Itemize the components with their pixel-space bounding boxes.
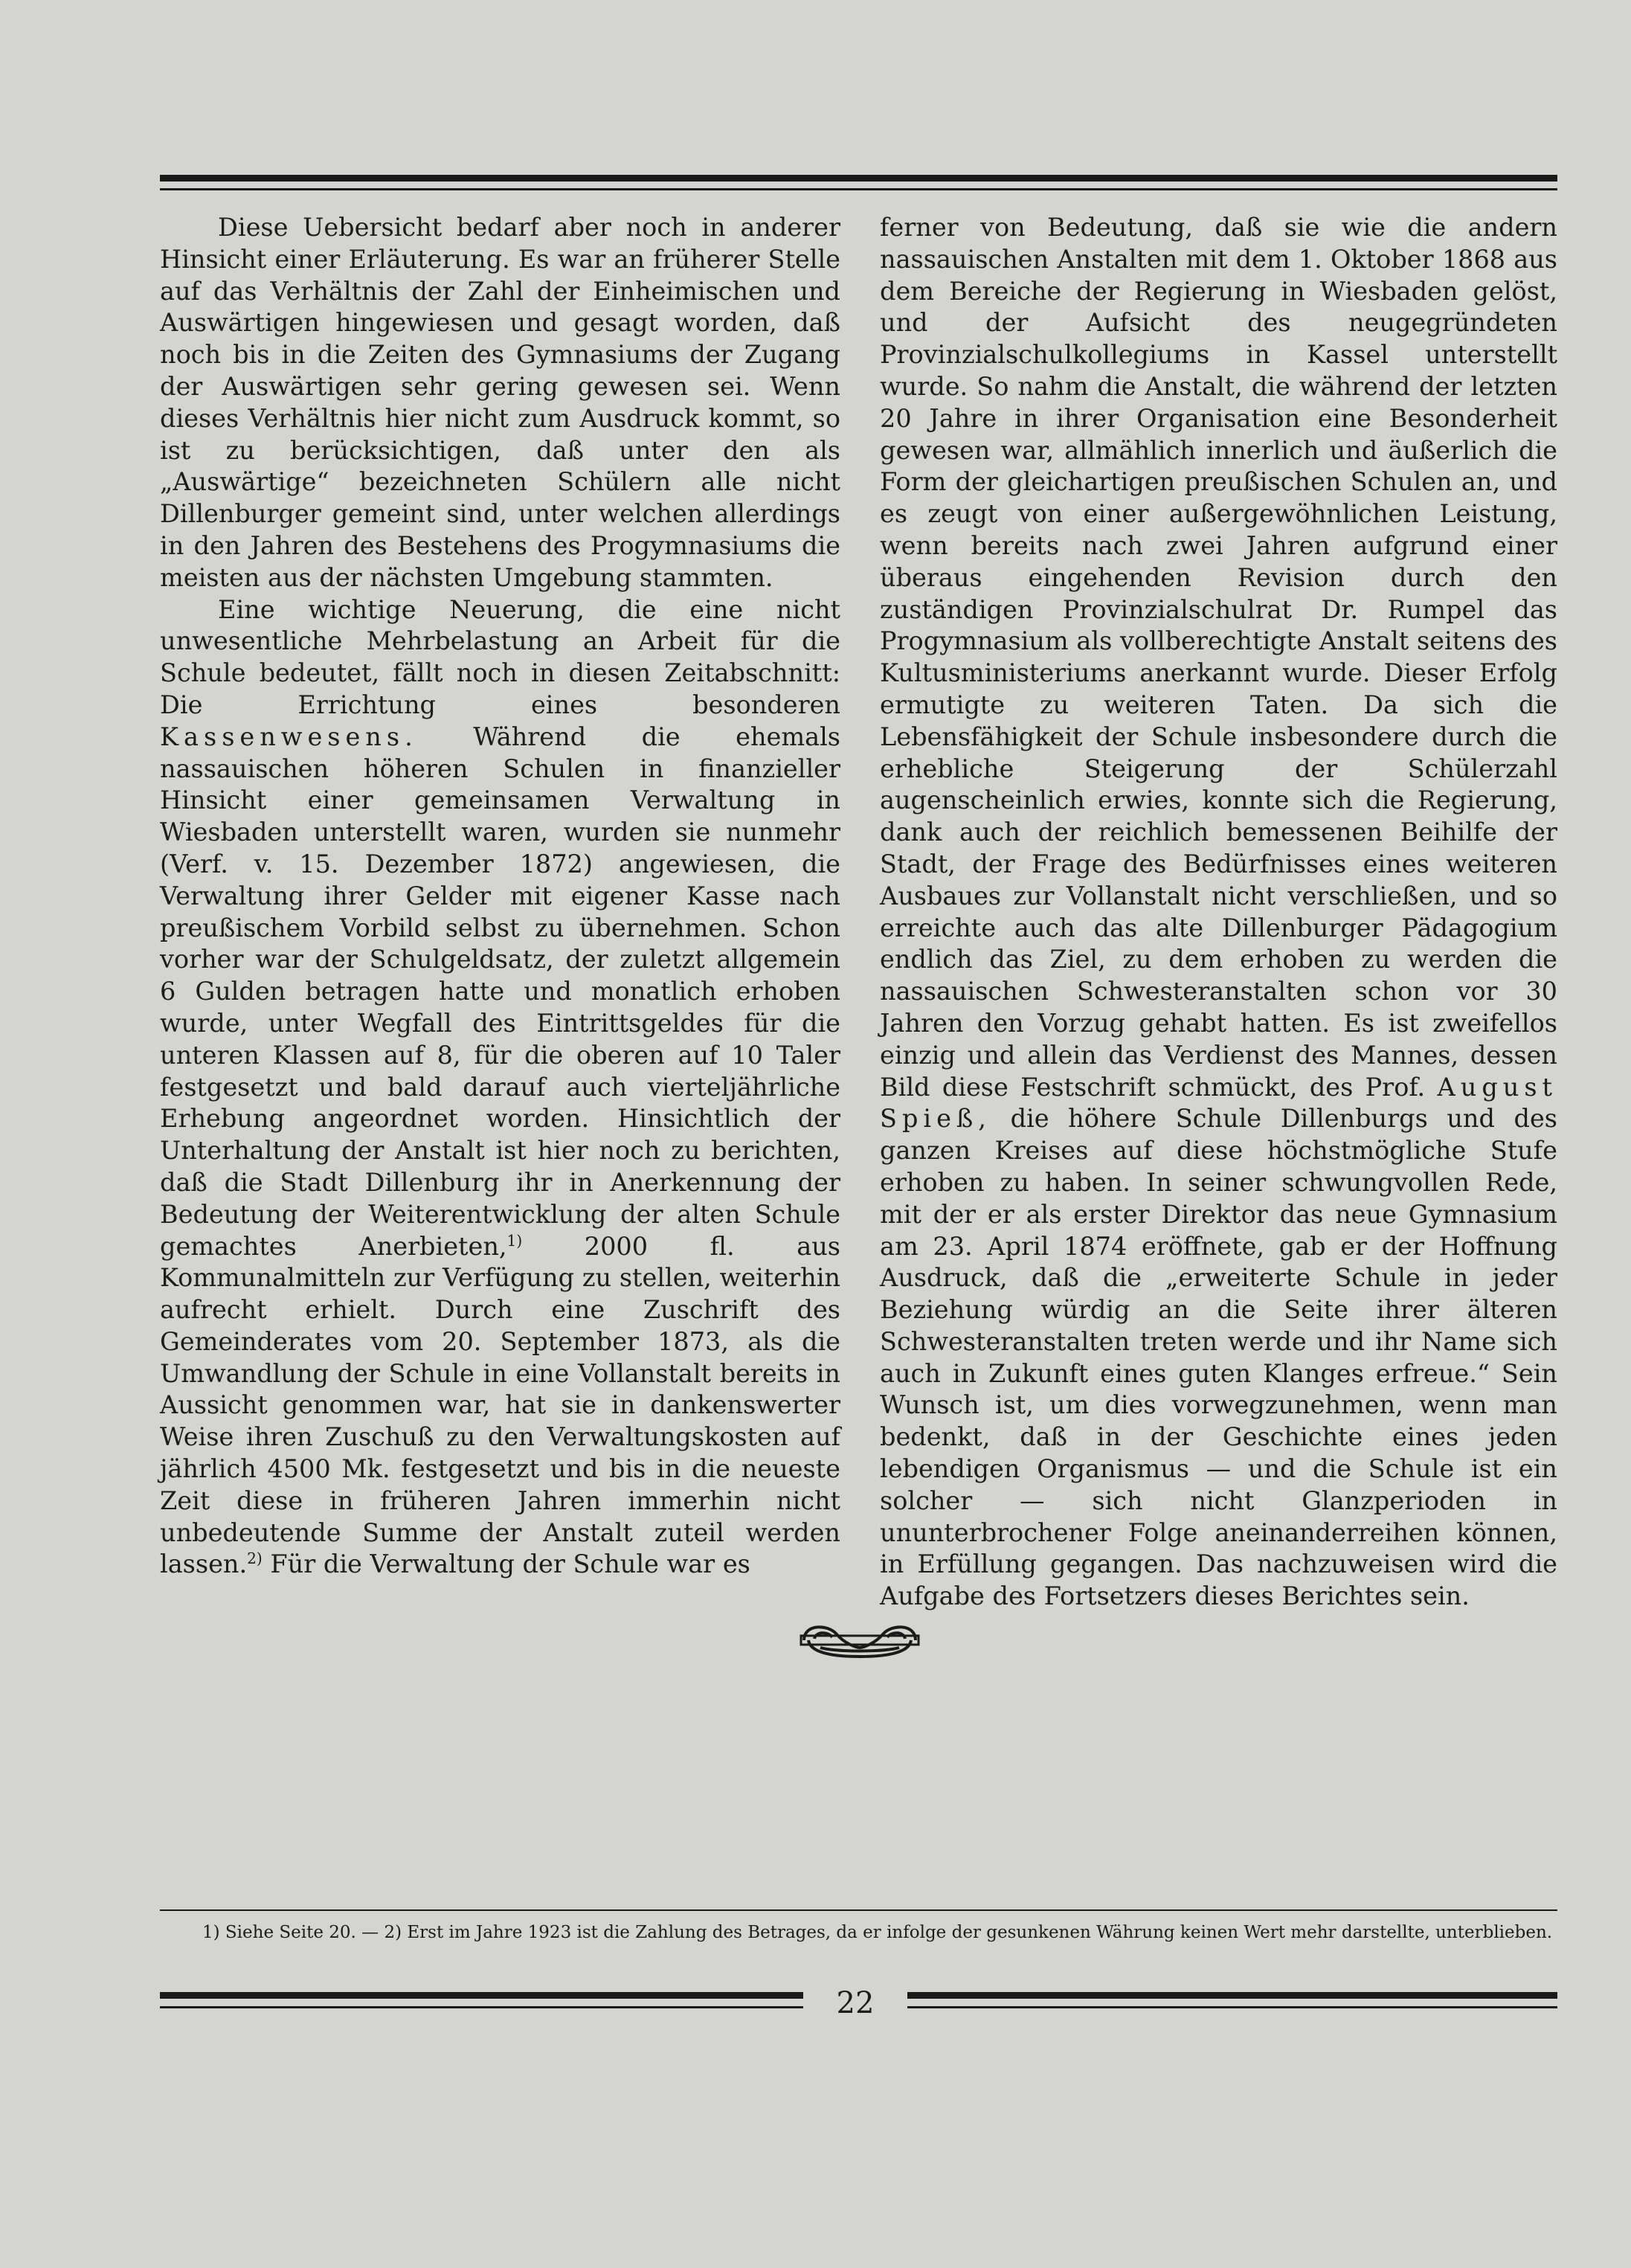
spaced-emphasis: Kassenwesens.: [160, 722, 418, 751]
footnote-separator: [160, 1909, 1557, 1911]
ornament-icon: [798, 1618, 921, 1663]
right-column: [880, 212, 1557, 1613]
footnote-ref-1: 1): [506, 1231, 523, 1250]
paragraph-neuerung: Eine wichtige Neuerung, die eine nicht unwesentliche Mehrbelastung an Arbeit für die Schule bedeutet, fällt noch in diesen Zeitabschnitt: Die Errichtung eines besonderen Kassenwesens. Während die ehemals nassauischen höheren Schulen in finanzieller Hinsicht einer gemeinsamen Verwaltung in Wiesbaden unterstellt waren, wurden sie nunmehr (Verf. v. 15. Dezember 1872) angewiesen, die Verwaltung ihrer Gelder mit eigener Kasse nach preußischem Vorbild selbst zu übernehmen. Schon vorher war der Schulgeldsatz, der zuletzt allgemein 6 Gulden betragen hatte und monatlich erhoben wurde, unter Wegfall des Eintrittsgeldes für die unteren Klassen auf 8, für die oberen auf 10 Taler festgesetzt und bald darauf auch vierteljährliche Erhebung angeordnet worden. Hinsichtlich der Unterhaltung der Anstalt ist hier noch zu berichten, daß die Stadt Dillenburg ihr in Anerkennung der Bedeutung der Weiterentwicklung der alten Schule gemachtes Anerbieten,$^{1)}$ 2000 fl. aus Kommunalmitteln zur Verfügung zu stellen, weiterhin aufrecht erhielt. Durch eine Zuschrift des Gemeinderates vom 20. September 1873, als die Umwandlung der Schule in eine Vollanstalt bereits in Aussicht genommen war, hat sie in dankenswerter Weise ihren Zuschuß zu den Verwaltungskosten auf jährlich 4500 Mk. festgesetzt und bis in die neueste Zeit diese in früheren Jahren immerhin nicht unbedeutende Summe der Anstalt zuteil werden lassen.$^{2)}$ Für die Verwaltung der Schule war es: [160, 594, 841, 1579]
top-rule-thick: [160, 175, 1557, 181]
bottom-rule-left-thin: [160, 2006, 803, 2008]
paragraph-uebersicht: Diese Uebersicht bedarf aber noch in anderer Hinsicht einer Erläuterung. Es war an früherer Stelle auf das Verhältnis der Zahl der Einheimischen und Auswärtigen hingewiesen und gesagt worden, daß noch bis in die Zeiten des Gymnasiums der Zugang der Auswärtigen sehr gering gewesen sei. Wenn dieses Verhältnis hier nicht zum Ausdruck kommt, so ist zu berücksichtigen, daß unter den als „Auswärtige“ bezeichneten Schülern alle nicht Dillenburger gemeint sind, unter welchen allerdings in den Jahren des Bestehens des Progymnasiums die meisten aus der nächsten Umgebung stammten.: [160, 213, 840, 592]
paragraph-continuation: ferner von Bedeutung, daß sie wie die andern nassauischen Anstalten mit dem 1. Oktober 1868 aus dem Bereiche der Regierung in Wiesbaden gelöst, und der Aufsicht des neugegründeten Provinzialschulkollegiums in Kassel unterstellt wurde. So nahm die Anstalt, die während der letzten 20 Jahre in ihrer Organisation eine Besonderheit gewesen war, allmählich innerlich und äußerlich die Form der gleichartigen preußischen Schulen an, und es zeugt von einer außergewöhnlichen Leistung, wenn bereits nach zwei Jahren aufgrund einer überaus eingehenden Revision durch den zuständigen Provinzialschulrat Dr. Rumpel das Progymnasium als vollberechtigte Anstalt seitens des Kultusministeriums anerkannt wurde. Dieser Erfolg ermutigte zu weiteren Taten. Da sich die Lebensfähigkeit der Schule insbesondere durch die erhebliche Steigerung der Schülerzahl augenscheinlich erwies, konnte sich die Regierung, dank auch der reichlich bemessenen Beihilfe der Stadt, der Frage des Bedürfnisses eines weiteren Ausbaues zur Vollanstalt nicht verschließen, und so erreichte auch das alte Dillenburger Pädagogium endlich das Ziel, zu dem erhoben zu werden die nassauischen Schwesteranstalten schon vor 30 Jahren den Vorzug gehabt hatten. Es ist zweifellos einzig und allein das Verdienst des Mannes, dessen Bild diese Festschrift schmückt, des Prof. August Spieß, die höhere Schule Dillenburgs und des ganzen Kreises auf diese höchstmögliche Stufe erhoben zu haben. In seiner schwungvollen Rede, mit der er als erster Direktor das neue Gymnasium am 23. April 1874 eröffnete, gab er der Hoffnung Ausdruck, daß die „erweiterte Schule in jeder Beziehung würdig an die Seite ihrer älteren Schwesteranstalten treten werde und ihr Name sich auch in Zukunft eines guten Klanges erfreue.“ Sein Wunsch ist, um dies vorwegzunehmen, wenn man bedenkt, daß in der Geschichte eines jeden lebendigen Organismus — und die Schule ist ein solcher — sich nicht Glanzperioden in ununterbrochener Folge aneinanderreihen können, in Erfüllung gegangen. Das nachzuweisen wird die Aufgabe des Fortsetzers dieses Berichtes sein.: [880, 213, 1557, 1611]
footnote-text: 1) Siehe Seite 20. — 2) Erst im Jahre 1923 ist die Zahlung des Betrages, da er infolge der gesunkenen Währung keinen Wert mehr darstellte, unterblieben.: [202, 1923, 1553, 1942]
page-number: 22: [836, 1986, 875, 2020]
bottom-rule-right-thin: [907, 2006, 1557, 2008]
left-column: [160, 212, 840, 1581]
footnote-ref-2: 2): [247, 1549, 263, 1568]
bottom-rule-right-thick: [907, 1992, 1557, 1999]
top-rule-thin: [160, 188, 1557, 190]
spaced-emphasis-name: August Spieß,: [880, 1072, 1557, 1134]
bottom-rule-left-thick: [160, 1992, 803, 1999]
